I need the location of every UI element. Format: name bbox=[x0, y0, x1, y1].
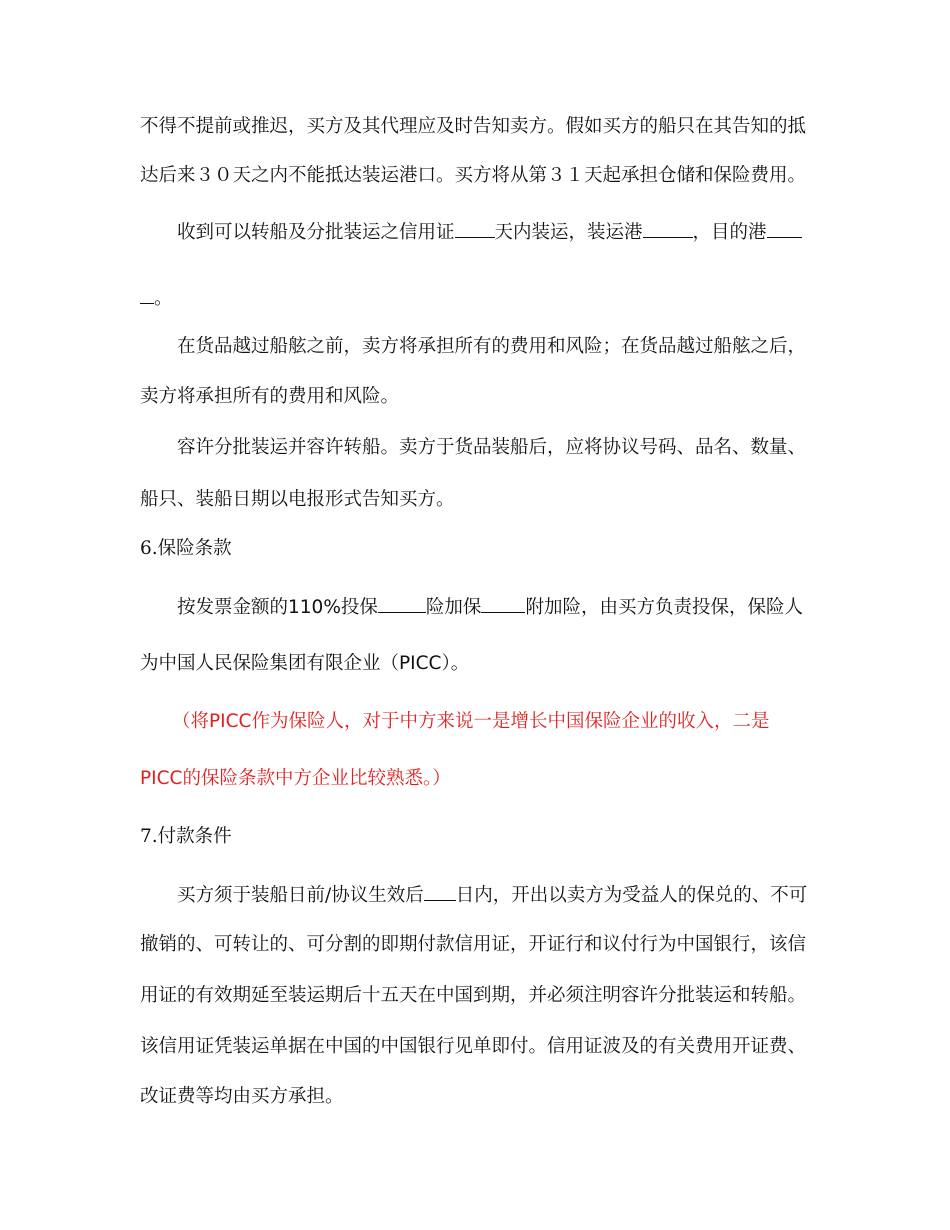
text: 不得不提前或推迟，买方及其代理应及时告知卖方。假如买方的船只在其告知的抵 bbox=[140, 116, 807, 137]
paragraph-line bbox=[140, 936, 806, 955]
fill-blank-payment-days[interactable] bbox=[424, 882, 456, 901]
text: 为中国人民保险集团有限企业（ bbox=[140, 653, 400, 674]
text: 容许分批装运并容许转船。卖方于货品装船后，应将协议号码、品名、数量、 bbox=[177, 437, 807, 458]
fill-blank-days[interactable] bbox=[455, 219, 495, 238]
paragraph-line bbox=[140, 987, 806, 1006]
text: 作为保险人，对于中方来说一是增长中国保险企业的收入，二是 bbox=[251, 711, 770, 732]
text: 110% bbox=[288, 597, 341, 618]
text: 按发票金额的 bbox=[177, 597, 289, 618]
section-heading-insurance bbox=[140, 540, 232, 559]
text: ，目的港 bbox=[692, 222, 767, 243]
fill-blank-loading-port[interactable] bbox=[643, 219, 693, 238]
text: 日内，开出以卖方为受益人的保兑的、不可 bbox=[455, 885, 808, 906]
text: 用证的有效期延至装运期后十五天在中国到期，并必须注明容许分批装运和转船。 bbox=[140, 985, 807, 1006]
fill-blank-destination-port-cont[interactable] bbox=[140, 285, 154, 304]
text: PICC bbox=[209, 711, 252, 732]
text: 改证费等均由买方承担。 bbox=[140, 1086, 344, 1107]
paragraph-line bbox=[140, 118, 806, 137]
text: PICC bbox=[399, 653, 442, 674]
payment-clause bbox=[177, 882, 807, 906]
paragraph-line bbox=[140, 1088, 344, 1107]
text: 收到可以转船及分批装运之信用证 bbox=[177, 222, 455, 243]
text: ）。 bbox=[441, 653, 470, 674]
text: 卖方将承担所有的费用和风险。 bbox=[140, 386, 400, 407]
text: （将 bbox=[172, 711, 210, 732]
shipment-clause-cont bbox=[140, 285, 173, 309]
insurance-clause-cont bbox=[140, 655, 469, 674]
paragraph-line bbox=[177, 338, 806, 357]
fill-blank-destination-port[interactable] bbox=[767, 219, 802, 238]
text: 该信用证凭装运单据在中国的中国银行见单即付。信用证波及的有关费用开证费、 bbox=[140, 1036, 807, 1057]
red-note bbox=[172, 713, 769, 732]
text: 附加险，由买方负责投保，保险人 bbox=[525, 597, 803, 618]
shipment-clause bbox=[177, 219, 802, 243]
text: 撤销的、可转让的、可分割的即期付款信用证，开证行和议付行为中国银行，该信 bbox=[140, 934, 807, 955]
paragraph-line bbox=[140, 167, 806, 186]
fill-blank-additional-insurance[interactable] bbox=[481, 594, 525, 613]
section-heading-payment bbox=[140, 828, 232, 847]
insurance-clause bbox=[177, 594, 803, 618]
paragraph-line bbox=[140, 491, 455, 510]
text: 投保 bbox=[340, 597, 378, 618]
text: 在货品越过船舷之前，卖方将承担所有的费用和风险；在货品越过船舷之后， bbox=[177, 336, 807, 357]
red-note-cont bbox=[140, 770, 451, 789]
text: PICC bbox=[140, 768, 183, 789]
text: 达后来３０天之内不能抵达装运港口。买方将从第３１天起承担仓储和保险费用。 bbox=[140, 165, 807, 186]
text: 的保险条款中方企业比较熟悉。） bbox=[182, 768, 451, 789]
text: 天内装运，装运港 bbox=[494, 222, 643, 243]
text: 船只、装船日期以电报形式告知买方。 bbox=[140, 489, 455, 510]
fill-blank-insurance-type[interactable] bbox=[378, 594, 426, 613]
paragraph-line bbox=[177, 439, 806, 458]
text: 买方须于装船日前/协议生效后 bbox=[177, 885, 424, 906]
text: 6.保险条款 bbox=[140, 538, 232, 559]
paragraph-line bbox=[140, 388, 399, 407]
paragraph-line bbox=[140, 1038, 806, 1057]
text: 。 bbox=[154, 288, 173, 309]
text: 险加保 bbox=[425, 597, 482, 618]
text: 7.付款条件 bbox=[140, 826, 232, 847]
